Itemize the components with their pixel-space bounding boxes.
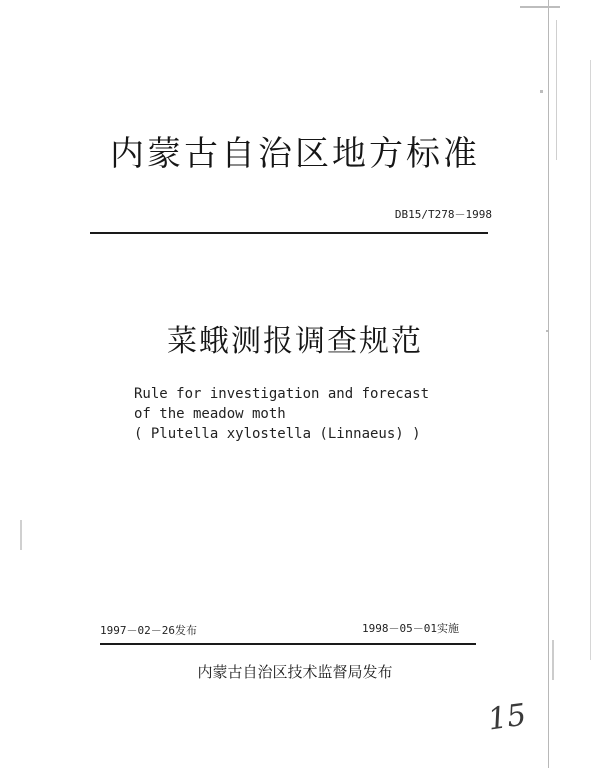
footer-divider <box>100 643 476 645</box>
handwritten-mark: 15 <box>485 697 529 738</box>
scan-edge-line <box>590 60 591 660</box>
english-title-line: Rule for investigation and forecast <box>134 386 430 402</box>
header-divider <box>90 232 488 234</box>
scan-speck <box>540 90 543 93</box>
english-title-line: of the meadow moth <box>134 406 286 422</box>
document-title-chinese: 菜蛾测报调查规范 <box>167 324 423 359</box>
issue-date: 1997－02－26发布 <box>100 624 197 637</box>
publisher-line: 内蒙古自治区技术监督局发布 <box>197 663 393 681</box>
scan-speck <box>520 6 560 8</box>
document-title-english <box>134 384 429 444</box>
scan-speck <box>20 520 22 550</box>
english-title-line: ( Plutella xylostella (Linnaeus) ) <box>134 426 421 442</box>
standard-number: DB15/T278－1998 <box>394 208 492 221</box>
scan-edge-line <box>548 0 549 768</box>
implementation-date: 1998－05－01实施 <box>362 622 459 635</box>
issuing-authority-heading: 内蒙古自治区地方标准 <box>110 134 480 174</box>
